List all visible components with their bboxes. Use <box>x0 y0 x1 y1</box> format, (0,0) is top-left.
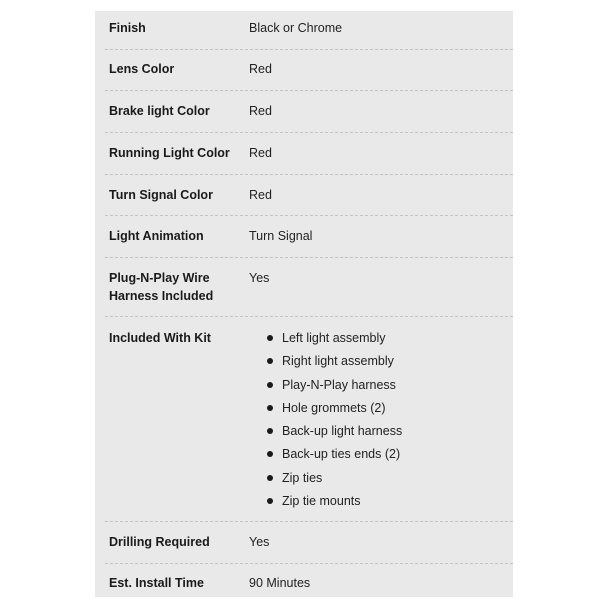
list-item <box>265 492 402 515</box>
kit-items-list <box>265 329 402 515</box>
bullet-icon <box>267 498 273 504</box>
bullet-icon <box>267 405 273 411</box>
list-item-text: Back-up ties ends (2) <box>282 447 401 462</box>
spec-row-drilling-required <box>95 522 513 564</box>
list-item-text: Back-up light harness <box>282 424 403 439</box>
spec-value: 90 Minutes <box>249 576 311 590</box>
list-item-text: Right light assembly <box>282 354 394 369</box>
spec-row-brake-light-color <box>95 91 513 133</box>
list-item-text: Zip ties <box>282 470 323 485</box>
spec-label: Drilling Required <box>109 535 210 549</box>
spec-value: Red <box>249 104 272 118</box>
spec-row-turn-signal-color <box>95 175 513 216</box>
list-item <box>265 445 402 468</box>
spec-label: Lens Color <box>109 62 175 76</box>
spec-label: Finish <box>109 21 146 35</box>
spec-label: Turn Signal Color <box>109 188 213 202</box>
spec-value: Red <box>249 146 272 160</box>
list-item <box>265 399 402 422</box>
spec-row-running-light-color <box>95 133 513 175</box>
spec-table <box>95 11 513 597</box>
spec-label: Est. Install Time <box>109 576 204 590</box>
spec-value: Red <box>249 62 272 76</box>
list-item-text: Hole grommets (2) <box>282 400 386 415</box>
list-item <box>265 352 402 375</box>
list-item <box>265 376 402 399</box>
spec-value: Yes <box>249 535 270 549</box>
list-item-text: Play-N-Play harness <box>282 377 396 392</box>
spec-value: Turn Signal <box>249 229 313 243</box>
spec-label: Brake light Color <box>109 104 210 118</box>
bullet-icon <box>267 335 273 341</box>
spec-row-wire-harness <box>95 258 513 317</box>
bullet-icon <box>267 451 273 457</box>
spec-row-included-with-kit <box>95 317 513 522</box>
spec-label: Light Animation <box>109 229 204 243</box>
spec-label: Plug-N-Play Wire Harness Included <box>109 271 214 303</box>
spec-value: Yes <box>249 271 270 285</box>
spec-row-lens-color <box>95 50 513 91</box>
list-item <box>265 329 402 352</box>
list-item-text: Zip tie mounts <box>282 494 361 509</box>
spec-row-finish <box>95 11 513 50</box>
bullet-icon <box>267 358 273 364</box>
list-item <box>265 422 402 445</box>
bullet-icon <box>267 475 273 481</box>
list-item <box>265 469 402 492</box>
spec-value: Black or Chrome <box>249 21 343 35</box>
spec-row-install-time <box>95 564 513 597</box>
list-item-text: Left light assembly <box>282 331 386 345</box>
bullet-icon <box>267 428 273 434</box>
spec-label: Running Light Color <box>109 146 230 160</box>
bullet-icon <box>267 382 273 388</box>
spec-row-light-animation <box>95 216 513 258</box>
spec-label: Included With Kit <box>109 331 211 345</box>
spec-value: Red <box>249 188 272 202</box>
